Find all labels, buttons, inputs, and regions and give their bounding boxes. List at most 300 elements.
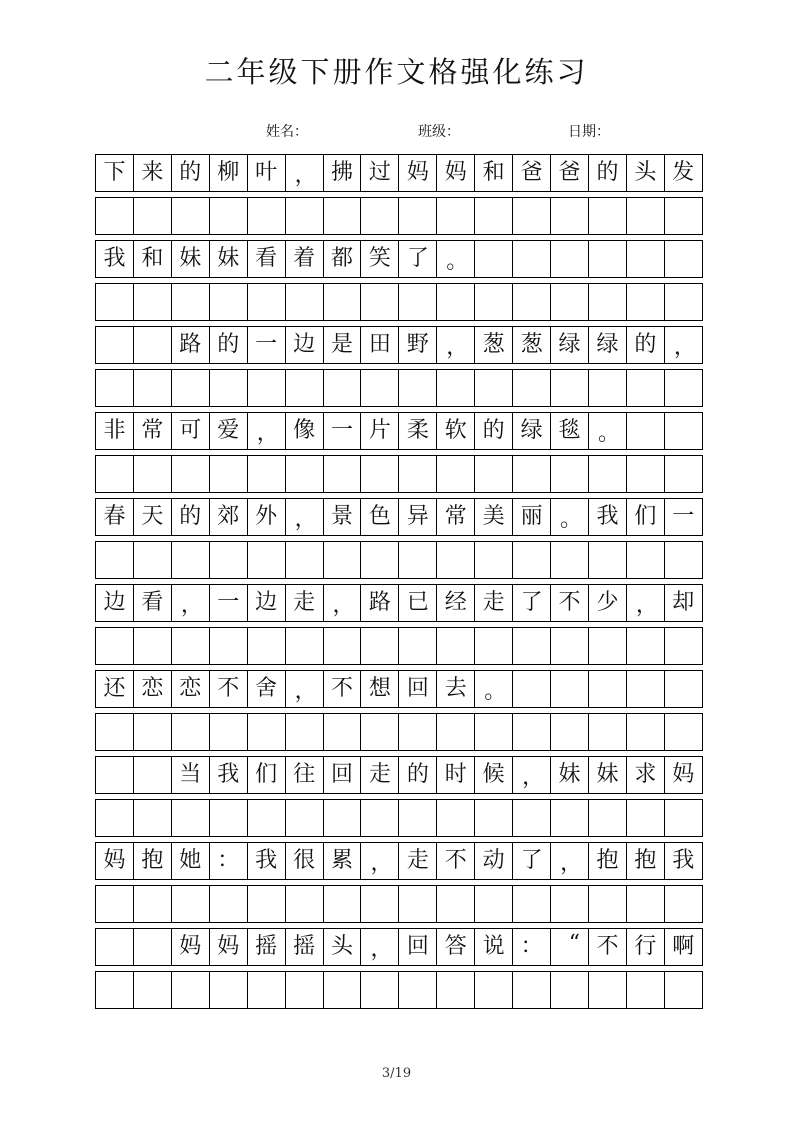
page-title: 二年级下册作文格强化练习 xyxy=(204,55,589,89)
grid-cell xyxy=(286,800,324,836)
grid-cell xyxy=(665,972,703,1008)
grid-cell: 当 xyxy=(172,757,210,793)
grid-cell xyxy=(627,800,665,836)
grid-cell xyxy=(399,628,437,664)
grid-cell xyxy=(551,886,589,922)
grid-cell xyxy=(399,456,437,492)
grid-cell xyxy=(551,800,589,836)
grid-cell xyxy=(589,198,627,234)
grid-cell xyxy=(96,628,134,664)
grid-cell: 啊 xyxy=(665,929,703,965)
grid-cell: 妹 xyxy=(551,757,589,793)
grid-cell: ： xyxy=(210,843,248,879)
grid-cell: 还 xyxy=(96,671,134,707)
grid-cell xyxy=(475,284,513,320)
grid-cell xyxy=(172,972,210,1008)
grid-cell xyxy=(210,886,248,922)
grid-cell: 不 xyxy=(324,671,362,707)
page-number: 3/19 xyxy=(381,1066,412,1081)
grid-cell: ， xyxy=(551,843,589,879)
grid-cell: 葱 xyxy=(475,327,513,363)
text-row xyxy=(95,928,703,966)
blank-row xyxy=(95,369,703,407)
grid-cell xyxy=(627,370,665,406)
grid-cell xyxy=(96,370,134,406)
grid-cell xyxy=(96,456,134,492)
grid-cell: ， xyxy=(248,413,286,449)
grid-cell xyxy=(437,198,475,234)
grid-cell xyxy=(589,886,627,922)
grid-cell xyxy=(134,972,172,1008)
grid-cell xyxy=(324,284,362,320)
grid-cell xyxy=(248,886,286,922)
grid-cell xyxy=(475,714,513,750)
date-label: 日期： xyxy=(568,124,610,140)
grid-cell: 葱 xyxy=(513,327,551,363)
grid-cell: 。 xyxy=(475,671,513,707)
grid-cell xyxy=(248,542,286,578)
grid-cell xyxy=(627,628,665,664)
grid-cell: 回 xyxy=(399,671,437,707)
grid-cell xyxy=(627,413,665,449)
grid-cell: 美 xyxy=(475,499,513,535)
name-label: 姓名： xyxy=(266,124,308,140)
grid-cell xyxy=(210,456,248,492)
grid-cell xyxy=(513,198,551,234)
grid-cell: ， xyxy=(286,671,324,707)
grid-cell: 走 xyxy=(286,585,324,621)
grid-cell: 和 xyxy=(134,241,172,277)
grid-cell xyxy=(324,886,362,922)
grid-cell xyxy=(248,972,286,1008)
grid-cell: 她 xyxy=(172,843,210,879)
grid-cell: ， xyxy=(286,499,324,535)
grid-cell: 回 xyxy=(324,757,362,793)
grid-cell xyxy=(286,198,324,234)
grid-cell: 妈 xyxy=(665,757,703,793)
grid-cell xyxy=(627,972,665,1008)
grid-cell: 少 xyxy=(589,585,627,621)
grid-cell: 常 xyxy=(134,413,172,449)
text-row xyxy=(95,670,703,708)
text-row xyxy=(95,756,703,794)
grid-cell: ， xyxy=(665,327,703,363)
grid-cell xyxy=(134,628,172,664)
grid-cell: 笑 xyxy=(361,241,399,277)
grid-cell xyxy=(324,628,362,664)
grid-cell: 头 xyxy=(627,155,665,191)
grid-cell: 边 xyxy=(286,327,324,363)
grid-cell xyxy=(248,284,286,320)
grid-cell xyxy=(551,671,589,707)
grid-cell xyxy=(134,800,172,836)
grid-cell: 走 xyxy=(361,757,399,793)
grid-cell: 着 xyxy=(286,241,324,277)
grid-cell xyxy=(286,542,324,578)
grid-cell: 田 xyxy=(361,327,399,363)
grid-cell xyxy=(134,370,172,406)
grid-cell: 我 xyxy=(665,843,703,879)
grid-cell xyxy=(475,198,513,234)
grid-cell xyxy=(437,370,475,406)
grid-cell xyxy=(361,628,399,664)
text-row xyxy=(95,498,703,536)
text-row xyxy=(95,584,703,622)
grid-cell xyxy=(589,241,627,277)
grid-cell: 。 xyxy=(437,241,475,277)
grid-cell: 的 xyxy=(210,327,248,363)
grid-cell xyxy=(551,284,589,320)
grid-cell xyxy=(437,284,475,320)
grid-cell xyxy=(551,456,589,492)
grid-cell: 抱 xyxy=(134,843,172,879)
grid-cell xyxy=(96,542,134,578)
grid-cell xyxy=(627,671,665,707)
grid-cell xyxy=(475,542,513,578)
grid-cell: 边 xyxy=(96,585,134,621)
grid-cell xyxy=(172,542,210,578)
grid-cell: 爸 xyxy=(513,155,551,191)
grid-cell: 边 xyxy=(248,585,286,621)
grid-cell: 摇 xyxy=(286,929,324,965)
grid-cell: 想 xyxy=(361,671,399,707)
grid-cell xyxy=(589,714,627,750)
grid-cell: 不 xyxy=(551,585,589,621)
grid-cell: 往 xyxy=(286,757,324,793)
grid-cell xyxy=(513,628,551,664)
grid-cell xyxy=(96,972,134,1008)
grid-cell: 和 xyxy=(475,155,513,191)
grid-cell: 候 xyxy=(475,757,513,793)
grid-cell: 郊 xyxy=(210,499,248,535)
grid-cell xyxy=(172,886,210,922)
grid-cell: 一 xyxy=(665,499,703,535)
grid-cell: ， xyxy=(437,327,475,363)
grid-cell xyxy=(210,714,248,750)
grid-cell: 非 xyxy=(96,413,134,449)
grid-cell xyxy=(399,198,437,234)
grid-cell xyxy=(589,800,627,836)
grid-cell xyxy=(551,714,589,750)
grid-cell: 时 xyxy=(437,757,475,793)
grid-cell xyxy=(475,370,513,406)
grid-cell xyxy=(286,972,324,1008)
grid-cell: 走 xyxy=(399,843,437,879)
grid-cell xyxy=(324,370,362,406)
grid-cell xyxy=(361,456,399,492)
grid-cell: 像 xyxy=(286,413,324,449)
grid-cell: 回 xyxy=(399,929,437,965)
grid-cell xyxy=(627,714,665,750)
grid-cell: 抱 xyxy=(589,843,627,879)
grid-cell: 片 xyxy=(361,413,399,449)
grid-cell xyxy=(665,370,703,406)
grid-cell xyxy=(665,671,703,707)
blank-row xyxy=(95,627,703,665)
grid-cell xyxy=(286,284,324,320)
grid-cell: 的 xyxy=(172,499,210,535)
grid-cell xyxy=(627,241,665,277)
grid-cell xyxy=(361,886,399,922)
blank-row xyxy=(95,799,703,837)
blank-row xyxy=(95,541,703,579)
blank-row xyxy=(95,885,703,923)
grid-cell xyxy=(399,714,437,750)
grid-cell xyxy=(96,757,134,793)
grid-cell xyxy=(172,370,210,406)
grid-cell xyxy=(551,198,589,234)
grid-cell xyxy=(286,456,324,492)
grid-cell xyxy=(665,542,703,578)
grid-cell xyxy=(172,284,210,320)
grid-cell xyxy=(551,628,589,664)
grid-cell xyxy=(361,800,399,836)
grid-cell xyxy=(437,456,475,492)
grid-cell xyxy=(475,972,513,1008)
grid-cell: 去 xyxy=(437,671,475,707)
grid-cell xyxy=(665,456,703,492)
grid-cell xyxy=(286,628,324,664)
grid-cell: 妹 xyxy=(210,241,248,277)
grid-cell: 路 xyxy=(172,327,210,363)
grid-cell xyxy=(134,198,172,234)
grid-cell: 不 xyxy=(210,671,248,707)
grid-cell: 丽 xyxy=(513,499,551,535)
grid-cell xyxy=(248,628,286,664)
grid-cell: 妈 xyxy=(96,843,134,879)
grid-cell: 。 xyxy=(589,413,627,449)
grid-cell xyxy=(286,714,324,750)
grid-cell xyxy=(134,929,172,965)
grid-cell xyxy=(399,370,437,406)
grid-cell: 。 xyxy=(551,499,589,535)
grid-cell: 已 xyxy=(399,585,437,621)
grid-cell xyxy=(665,413,703,449)
grid-cell: ， xyxy=(627,585,665,621)
grid-cell xyxy=(513,370,551,406)
grid-cell: 是 xyxy=(324,327,362,363)
grid-cell xyxy=(665,628,703,664)
grid-cell xyxy=(551,542,589,578)
grid-cell xyxy=(96,327,134,363)
grid-cell xyxy=(475,800,513,836)
grid-cell xyxy=(172,198,210,234)
grid-cell: 求 xyxy=(627,757,665,793)
grid-cell: 我 xyxy=(248,843,286,879)
grid-cell xyxy=(172,800,210,836)
grid-cell xyxy=(134,886,172,922)
text-row xyxy=(95,326,703,364)
grid-cell: 恋 xyxy=(172,671,210,707)
grid-cell: 妈 xyxy=(172,929,210,965)
grid-cell: 柔 xyxy=(399,413,437,449)
grid-cell: 绿 xyxy=(513,413,551,449)
blank-row xyxy=(95,971,703,1009)
grid-cell xyxy=(172,714,210,750)
grid-cell xyxy=(361,284,399,320)
grid-cell xyxy=(399,800,437,836)
grid-cell xyxy=(513,241,551,277)
grid-cell: 恋 xyxy=(134,671,172,707)
grid-cell: “ xyxy=(551,929,589,965)
text-row xyxy=(95,842,703,880)
grid-cell xyxy=(286,370,324,406)
blank-row xyxy=(95,455,703,493)
grid-cell xyxy=(437,628,475,664)
grid-cell xyxy=(551,370,589,406)
grid-cell: 天 xyxy=(134,499,172,535)
grid-cell xyxy=(399,284,437,320)
grid-cell xyxy=(665,198,703,234)
grid-cell xyxy=(589,456,627,492)
grid-cell xyxy=(248,456,286,492)
grid-cell: 爸 xyxy=(551,155,589,191)
grid-cell: 来 xyxy=(134,155,172,191)
text-row xyxy=(95,240,703,278)
grid-cell xyxy=(248,800,286,836)
grid-cell: 摇 xyxy=(248,929,286,965)
grid-cell xyxy=(513,284,551,320)
grid-cell xyxy=(134,327,172,363)
grid-cell xyxy=(551,972,589,1008)
grid-cell: 的 xyxy=(475,413,513,449)
grid-cell xyxy=(210,198,248,234)
grid-cell: 妈 xyxy=(210,929,248,965)
blank-row xyxy=(95,713,703,751)
grid-cell xyxy=(134,542,172,578)
grid-cell xyxy=(248,198,286,234)
grid-cell xyxy=(248,370,286,406)
grid-cell: ， xyxy=(513,757,551,793)
grid-cell xyxy=(513,800,551,836)
grid-cell: ， xyxy=(361,843,399,879)
grid-cell: 了 xyxy=(513,585,551,621)
grid-cell xyxy=(513,972,551,1008)
grid-cell xyxy=(248,714,286,750)
grid-cell xyxy=(210,542,248,578)
grid-cell xyxy=(665,241,703,277)
grid-cell: 野 xyxy=(399,327,437,363)
grid-cell xyxy=(589,972,627,1008)
grid-cell: 们 xyxy=(627,499,665,535)
grid-cell: ： xyxy=(513,929,551,965)
grid-cell xyxy=(172,628,210,664)
grid-cell xyxy=(627,542,665,578)
grid-cell xyxy=(134,284,172,320)
grid-cell: 的 xyxy=(627,327,665,363)
grid-cell xyxy=(134,714,172,750)
grid-cell: 的 xyxy=(589,155,627,191)
grid-cell xyxy=(475,886,513,922)
grid-cell xyxy=(361,542,399,578)
grid-cell xyxy=(324,456,362,492)
grid-cell xyxy=(589,284,627,320)
grid-cell xyxy=(589,671,627,707)
grid-cell xyxy=(96,886,134,922)
text-row xyxy=(95,412,703,450)
grid-cell: 异 xyxy=(399,499,437,535)
grid-cell xyxy=(513,542,551,578)
grid-cell xyxy=(627,198,665,234)
grid-cell: 看 xyxy=(248,241,286,277)
grid-cell xyxy=(96,198,134,234)
grid-cell: 爱 xyxy=(210,413,248,449)
grid-cell: 拂 xyxy=(324,155,362,191)
grid-cell: 我 xyxy=(210,757,248,793)
grid-cell: 可 xyxy=(172,413,210,449)
grid-cell xyxy=(551,241,589,277)
grid-cell xyxy=(399,542,437,578)
grid-cell xyxy=(96,714,134,750)
grid-cell xyxy=(437,800,475,836)
grid-cell: 行 xyxy=(627,929,665,965)
grid-cell xyxy=(589,370,627,406)
grid-cell xyxy=(210,800,248,836)
grid-cell: 了 xyxy=(513,843,551,879)
grid-cell: 绿 xyxy=(551,327,589,363)
grid-cell: ， xyxy=(324,585,362,621)
grid-cell: 的 xyxy=(399,757,437,793)
grid-cell: 妈 xyxy=(437,155,475,191)
grid-cell: 答 xyxy=(437,929,475,965)
grid-cell: 绿 xyxy=(589,327,627,363)
grid-cell: 我 xyxy=(96,241,134,277)
grid-cell: 妹 xyxy=(172,241,210,277)
grid-cell xyxy=(437,972,475,1008)
grid-cell: 却 xyxy=(665,585,703,621)
grid-cell xyxy=(324,542,362,578)
grid-cell xyxy=(361,972,399,1008)
grid-cell xyxy=(513,886,551,922)
grid-cell xyxy=(210,370,248,406)
text-row xyxy=(95,154,703,192)
grid-cell xyxy=(96,800,134,836)
grid-cell xyxy=(665,800,703,836)
grid-cell: ， xyxy=(172,585,210,621)
grid-cell: 说 xyxy=(475,929,513,965)
grid-cell: 一 xyxy=(248,327,286,363)
grid-cell xyxy=(210,284,248,320)
grid-cell: ， xyxy=(361,929,399,965)
grid-cell xyxy=(665,284,703,320)
grid-cell: 走 xyxy=(475,585,513,621)
grid-cell xyxy=(286,886,324,922)
grid-cell: 不 xyxy=(437,843,475,879)
grid-cell xyxy=(134,456,172,492)
blank-row xyxy=(95,283,703,321)
grid-cell xyxy=(324,800,362,836)
grid-cell: 景 xyxy=(324,499,362,535)
grid-cell: 都 xyxy=(324,241,362,277)
grid-cell xyxy=(96,284,134,320)
grid-cell xyxy=(665,886,703,922)
grid-cell xyxy=(589,542,627,578)
grid-cell xyxy=(399,886,437,922)
grid-cell: 发 xyxy=(665,155,703,191)
grid-cell: 色 xyxy=(361,499,399,535)
grid-cell: 春 xyxy=(96,499,134,535)
grid-cell: ， xyxy=(286,155,324,191)
grid-cell: 毯 xyxy=(551,413,589,449)
grid-cell xyxy=(172,456,210,492)
grid-cell: 看 xyxy=(134,585,172,621)
grid-cell xyxy=(627,886,665,922)
grid-cell xyxy=(437,714,475,750)
grid-cell xyxy=(361,370,399,406)
grid-cell xyxy=(627,284,665,320)
grid-cell: 妹 xyxy=(589,757,627,793)
grid-cell xyxy=(399,972,437,1008)
